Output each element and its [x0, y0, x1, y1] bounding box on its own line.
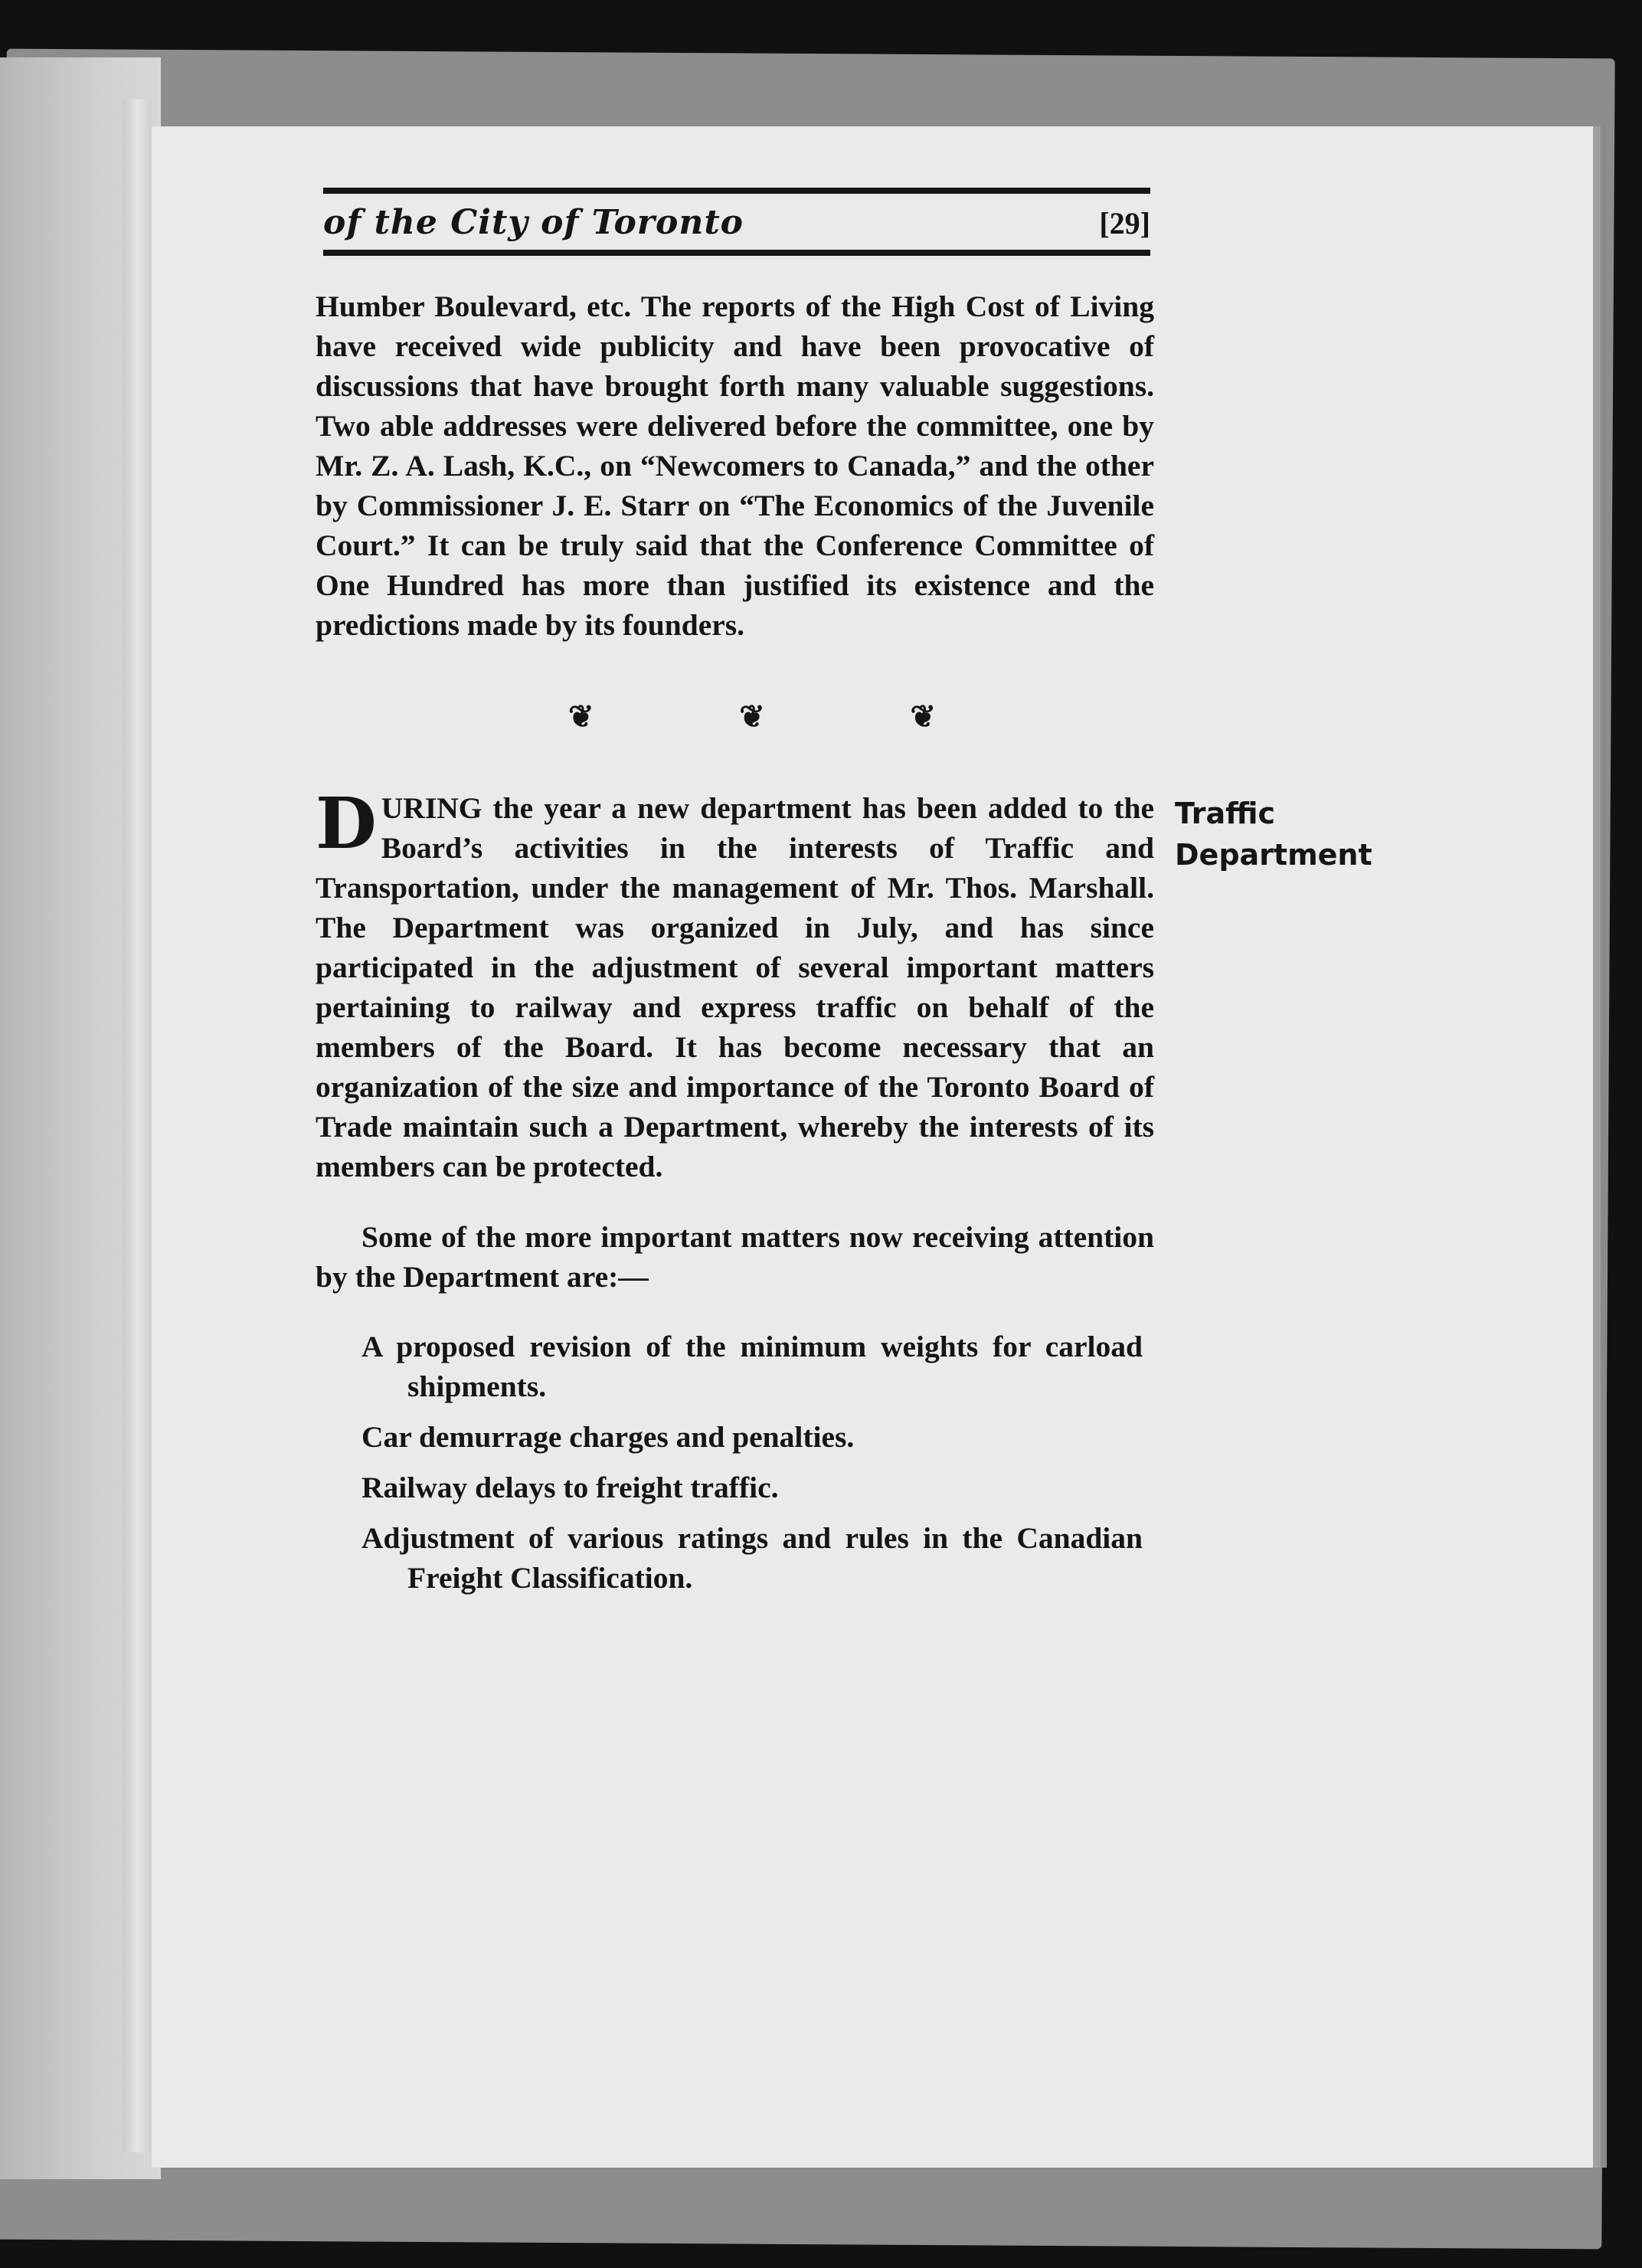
page-content [170, 188, 1372, 1609]
sidenote-line: Department [1175, 838, 1372, 872]
ornament: ❦ [910, 699, 936, 734]
list-item: A proposed revision of the minimum weights for carload shipments. [361, 1330, 1143, 1403]
section-ornaments [568, 699, 936, 735]
paragraph-committee: Humber Boulevard, etc. The reports of the High Cost of Living have received wide publicity and have been provocative of discussions that have brought forth many valuable suggestions. Two able addresses were delivered before the committee, one by Mr. Z. A. Lash, K.C., on “Newcomers to Canada,” and the other by Commissioner J. E. Starr on “The Economics of the Juvenile Court.” It can be truly said that the Conference Committee of One Hundred has more than justified its existence and the predictions made by its founders. [316, 290, 1154, 642]
paragraph-matters-intro: Some of the more important matters now receiving attention by the Department are:— [316, 1219, 1154, 1294]
drop-cap: D [316, 782, 377, 865]
header-rule-bottom [323, 250, 1150, 256]
paragraph-traffic-department [316, 782, 1154, 1186]
page-number: [29] [1099, 206, 1150, 241]
book-gutter [123, 100, 152, 2152]
list-item: Car demurrage charges and penalties. [361, 1420, 855, 1454]
margin-sidenote [1175, 793, 1372, 875]
traffic-section [170, 782, 1372, 1186]
header-rule-top [323, 188, 1150, 194]
running-header [323, 194, 1150, 250]
list-item: Railway delays to freight traffic. [361, 1471, 779, 1504]
ornament: ❦ [568, 699, 594, 734]
paragraph-traffic-text: URING the year a new department has been added to the Board’s activities in the interests of Traffic and Transportation, under the management of Mr. Thos. Marshall. The Department was organized in July, and has since participated in the adjustment of several important matters pertaining to railway and express traffic on behalf of the members of the Board. It has become necessary that an organization of the size and importance of the Toronto Board of Trade maintain such a Department, whereby the interests of its members can be protected. [316, 791, 1154, 1183]
list-item: Adjustment of various ratings and rules in the Canadian Freight Classification. [361, 1521, 1143, 1595]
sidenote-line: Traffic [1175, 797, 1276, 830]
matters-list [316, 1327, 1143, 1598]
running-title: of the City of Toronto [323, 203, 744, 242]
ornament: ❦ [739, 699, 765, 734]
